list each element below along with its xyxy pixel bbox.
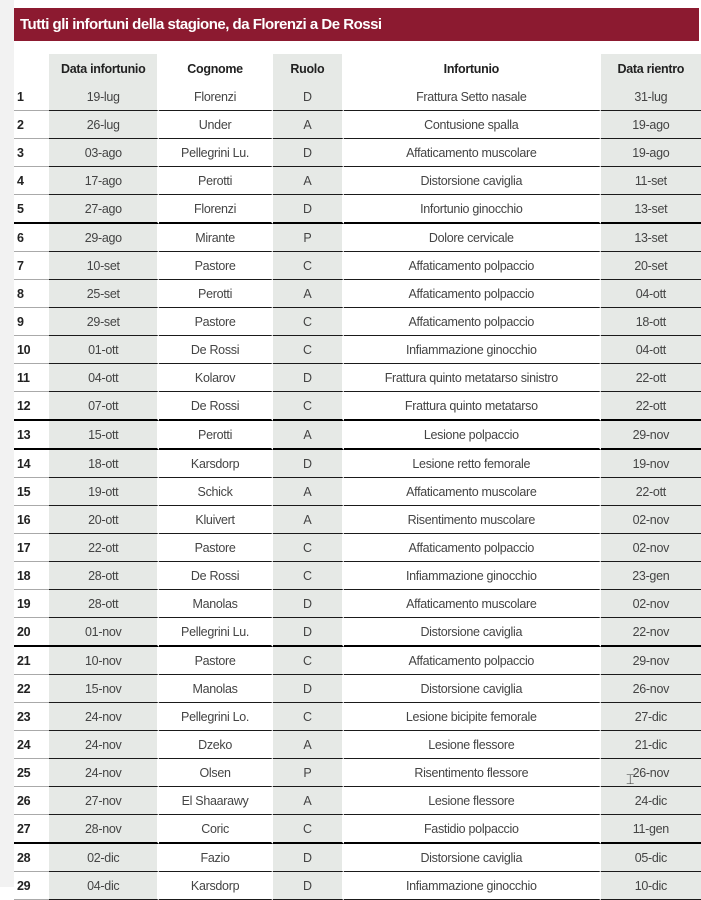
row-number: 11 [14, 364, 49, 392]
cell-data-infortunio: 28-ott [49, 590, 159, 618]
table-row [14, 139, 701, 167]
row-number: 26 [14, 787, 49, 815]
table-row [14, 534, 701, 562]
row-number: 20 [14, 618, 49, 647]
cell-ruolo: D [273, 364, 344, 392]
cell-infortunio: Lesione retto femorale [344, 450, 601, 478]
cell-infortunio: Infiammazione ginocchio [344, 872, 601, 900]
cell-ruolo: D [273, 139, 344, 167]
cell-infortunio: Affaticamento polpaccio [344, 280, 601, 308]
cell-data-rientro: 24-dic [601, 787, 701, 815]
row-number: 6 [14, 224, 49, 252]
cell-data-rientro: 29-nov [601, 421, 701, 450]
cell-cognome: Karsdorp [159, 450, 272, 478]
cell-cognome: Perotti [159, 280, 272, 308]
table-title: Tutti gli infortuni della stagione, da Florenzi a De Rossi [14, 8, 699, 41]
cell-data-infortunio: 04-ott [49, 364, 159, 392]
cell-cognome: El Shaarawy [159, 787, 272, 815]
cell-data-infortunio: 24-nov [49, 731, 159, 759]
cell-data-infortunio: 10-set [49, 252, 159, 280]
cell-data-infortunio: 27-ago [49, 195, 159, 224]
table-row [14, 787, 701, 815]
row-number: 7 [14, 252, 49, 280]
table-row [14, 336, 701, 364]
cell-cognome: Manolas [159, 675, 272, 703]
row-number: 18 [14, 562, 49, 590]
header-num [14, 54, 49, 83]
cell-data-infortunio: 25-set [49, 280, 159, 308]
cell-ruolo: C [273, 534, 344, 562]
cell-data-rientro: 18-ott [601, 308, 701, 336]
cell-infortunio: Affaticamento muscolare [344, 478, 601, 506]
cell-data-rientro: 02-nov [601, 506, 701, 534]
row-number: 19 [14, 590, 49, 618]
cell-data-rientro: 22-ott [601, 392, 701, 421]
table-row [14, 111, 701, 139]
cell-infortunio: Lesione flessore [344, 787, 601, 815]
header-data-rientro: Data rientro [601, 54, 701, 83]
cell-data-infortunio: 27-nov [49, 787, 159, 815]
row-number: 3 [14, 139, 49, 167]
cell-data-rientro: 02-nov [601, 590, 701, 618]
cell-data-rientro: 11-gen [601, 815, 701, 844]
cell-data-infortunio: 28-nov [49, 815, 159, 844]
cell-cognome: Pastore [159, 308, 272, 336]
row-number: 9 [14, 308, 49, 336]
cell-ruolo: D [273, 618, 344, 647]
cell-cognome: De Rossi [159, 392, 272, 421]
cell-cognome: Pastore [159, 252, 272, 280]
table-row [14, 224, 701, 252]
cell-cognome: De Rossi [159, 562, 272, 590]
cell-ruolo: C [273, 252, 344, 280]
text-cursor-icon: ⌶ [626, 772, 635, 788]
cell-data-rientro: 22-ott [601, 478, 701, 506]
cell-data-rientro: 26-nov [601, 675, 701, 703]
cell-ruolo: D [273, 450, 344, 478]
table-row [14, 506, 701, 534]
cell-data-rientro: 19-ago [601, 111, 701, 139]
row-number: 1 [14, 83, 49, 111]
table-row [14, 618, 701, 647]
table-row [14, 675, 701, 703]
cell-ruolo: C [273, 308, 344, 336]
cell-data-infortunio: 24-nov [49, 703, 159, 731]
cell-data-rientro: 13-set [601, 195, 701, 224]
cell-data-infortunio: 07-ott [49, 392, 159, 421]
cell-infortunio: Lesione flessore [344, 731, 601, 759]
cell-data-rientro: 02-nov [601, 534, 701, 562]
row-number: 10 [14, 336, 49, 364]
table-row [14, 421, 701, 450]
row-number: 23 [14, 703, 49, 731]
cell-cognome: De Rossi [159, 336, 272, 364]
row-number: 29 [14, 872, 49, 900]
cell-infortunio: Fastidio polpaccio [344, 815, 601, 844]
cell-cognome: Mirante [159, 224, 272, 252]
cell-data-rientro: 29-nov [601, 647, 701, 675]
table-row [14, 280, 701, 308]
cell-data-infortunio: 24-nov [49, 759, 159, 787]
cell-infortunio: Infortunio ginocchio [344, 195, 601, 224]
cell-data-rientro: 04-ott [601, 280, 701, 308]
cell-ruolo: A [273, 421, 344, 450]
cell-data-infortunio: 10-nov [49, 647, 159, 675]
row-number: 22 [14, 675, 49, 703]
cell-data-rientro: 26-nov [601, 759, 701, 787]
cell-data-rientro: 20-set [601, 252, 701, 280]
cell-data-rientro: 04-ott [601, 336, 701, 364]
cell-cognome: Under [159, 111, 272, 139]
cell-infortunio: Distorsione caviglia [344, 844, 601, 872]
cell-cognome: Pellegrini Lu. [159, 139, 272, 167]
cell-ruolo: A [273, 280, 344, 308]
header-cognome: Cognome [159, 54, 272, 83]
row-number: 27 [14, 815, 49, 844]
cell-cognome: Dzeko [159, 731, 272, 759]
cell-cognome: Coric [159, 815, 272, 844]
table-row [14, 364, 701, 392]
cell-infortunio: Frattura quinto metatarso sinistro [344, 364, 601, 392]
cell-data-infortunio: 19-lug [49, 83, 159, 111]
header-ruolo: Ruolo [273, 54, 344, 83]
cell-data-infortunio: 29-ago [49, 224, 159, 252]
row-number: 14 [14, 450, 49, 478]
cell-data-rientro: 11-set [601, 167, 701, 195]
cell-infortunio: Affaticamento polpaccio [344, 252, 601, 280]
cell-cognome: Kluivert [159, 506, 272, 534]
cell-infortunio: Lesione bicipite femorale [344, 703, 601, 731]
cell-data-rientro: 05-dic [601, 844, 701, 872]
cell-data-rientro: 21-dic [601, 731, 701, 759]
table-row [14, 647, 701, 675]
cell-ruolo: D [273, 590, 344, 618]
cell-ruolo: C [273, 392, 344, 421]
row-number: 25 [14, 759, 49, 787]
cell-cognome: Florenzi [159, 83, 272, 111]
cell-data-infortunio: 29-set [49, 308, 159, 336]
table-row [14, 731, 701, 759]
cell-infortunio: Distorsione caviglia [344, 618, 601, 647]
cell-data-infortunio: 26-lug [49, 111, 159, 139]
cell-infortunio: Risentimento muscolare [344, 506, 601, 534]
table-row [14, 392, 701, 421]
cell-data-infortunio: 22-ott [49, 534, 159, 562]
injuries-table [14, 54, 701, 900]
cell-cognome: Pellegrini Lo. [159, 703, 272, 731]
cell-cognome: Perotti [159, 421, 272, 450]
cell-infortunio: Contusione spalla [344, 111, 601, 139]
cell-infortunio: Distorsione caviglia [344, 675, 601, 703]
cell-data-rientro: 22-nov [601, 618, 701, 647]
table-row [14, 759, 701, 787]
cell-infortunio: Affaticamento polpaccio [344, 647, 601, 675]
cell-infortunio: Frattura quinto metatarso [344, 392, 601, 421]
table-row [14, 562, 701, 590]
cell-data-infortunio: 28-ott [49, 562, 159, 590]
cell-ruolo: A [273, 167, 344, 195]
cell-ruolo: A [273, 731, 344, 759]
cell-data-infortunio: 17-ago [49, 167, 159, 195]
cell-cognome: Kolarov [159, 364, 272, 392]
table-row [14, 872, 701, 900]
cell-cognome: Olsen [159, 759, 272, 787]
cell-ruolo: D [273, 675, 344, 703]
cell-data-infortunio: 19-ott [49, 478, 159, 506]
row-number: 2 [14, 111, 49, 139]
row-number: 21 [14, 647, 49, 675]
cell-ruolo: D [273, 195, 344, 224]
table-row [14, 195, 701, 224]
cell-infortunio: Affaticamento muscolare [344, 139, 601, 167]
cell-ruolo: D [273, 872, 344, 900]
table-row [14, 844, 701, 872]
table-row [14, 252, 701, 280]
cell-data-rientro: 19-ago [601, 139, 701, 167]
cell-ruolo: C [273, 336, 344, 364]
row-number: 15 [14, 478, 49, 506]
cell-ruolo: A [273, 478, 344, 506]
cell-ruolo: C [273, 815, 344, 844]
cell-data-infortunio: 04-dic [49, 872, 159, 900]
cell-cognome: Schick [159, 478, 272, 506]
cell-infortunio: Affaticamento muscolare [344, 590, 601, 618]
row-number: 8 [14, 280, 49, 308]
row-number: 24 [14, 731, 49, 759]
cell-data-rientro: 22-ott [601, 364, 701, 392]
cell-infortunio: Risentimento flessore [344, 759, 601, 787]
table-row [14, 478, 701, 506]
cell-data-infortunio: 01-ott [49, 336, 159, 364]
table-row [14, 308, 701, 336]
cell-ruolo: D [273, 844, 344, 872]
table-row [14, 590, 701, 618]
row-number: 4 [14, 167, 49, 195]
table-row [14, 450, 701, 478]
row-number: 16 [14, 506, 49, 534]
table-row [14, 83, 701, 111]
cell-cognome: Pastore [159, 534, 272, 562]
cell-infortunio: Infiammazione ginocchio [344, 336, 601, 364]
cell-ruolo: P [273, 759, 344, 787]
cell-ruolo: P [273, 224, 344, 252]
cell-cognome: Pellegrini Lu. [159, 618, 272, 647]
cell-infortunio: Affaticamento polpaccio [344, 308, 601, 336]
cell-data-infortunio: 02-dic [49, 844, 159, 872]
cell-ruolo: A [273, 506, 344, 534]
table-header-row [14, 54, 701, 83]
cell-cognome: Manolas [159, 590, 272, 618]
cell-ruolo: C [273, 647, 344, 675]
row-number: 5 [14, 195, 49, 224]
table-body [14, 83, 701, 900]
cell-data-infortunio: 03-ago [49, 139, 159, 167]
table-row [14, 815, 701, 844]
row-number: 12 [14, 392, 49, 421]
cell-data-rientro: 13-set [601, 224, 701, 252]
cell-ruolo: D [273, 83, 344, 111]
cell-cognome: Pastore [159, 647, 272, 675]
header-data-infortunio: Data infortunio [49, 54, 159, 83]
cell-data-rientro: 10-dic [601, 872, 701, 900]
cell-cognome: Karsdorp [159, 872, 272, 900]
cell-ruolo: A [273, 111, 344, 139]
cell-cognome: Perotti [159, 167, 272, 195]
cell-data-infortunio: 01-nov [49, 618, 159, 647]
left-margin-strip [0, 0, 14, 887]
cell-data-infortunio: 20-ott [49, 506, 159, 534]
cell-data-infortunio: 15-nov [49, 675, 159, 703]
cell-infortunio: Frattura Setto nasale [344, 83, 601, 111]
cell-data-rientro: 19-nov [601, 450, 701, 478]
cell-ruolo: C [273, 562, 344, 590]
cell-data-rientro: 31-lug [601, 83, 701, 111]
row-number: 28 [14, 844, 49, 872]
cell-infortunio: Dolore cervicale [344, 224, 601, 252]
cell-infortunio: Infiammazione ginocchio [344, 562, 601, 590]
cell-ruolo: A [273, 787, 344, 815]
row-number: 17 [14, 534, 49, 562]
cell-data-rientro: 23-gen [601, 562, 701, 590]
table-row [14, 167, 701, 195]
cell-infortunio: Lesione polpaccio [344, 421, 601, 450]
cell-data-rientro: 27-dic [601, 703, 701, 731]
cell-infortunio: Affaticamento polpaccio [344, 534, 601, 562]
header-infortunio: Infortunio [344, 54, 601, 83]
row-number: 13 [14, 421, 49, 450]
table-row [14, 703, 701, 731]
cell-infortunio: Distorsione caviglia [344, 167, 601, 195]
cell-data-infortunio: 18-ott [49, 450, 159, 478]
cell-cognome: Florenzi [159, 195, 272, 224]
cell-data-infortunio: 15-ott [49, 421, 159, 450]
cell-ruolo: C [273, 703, 344, 731]
cell-cognome: Fazio [159, 844, 272, 872]
